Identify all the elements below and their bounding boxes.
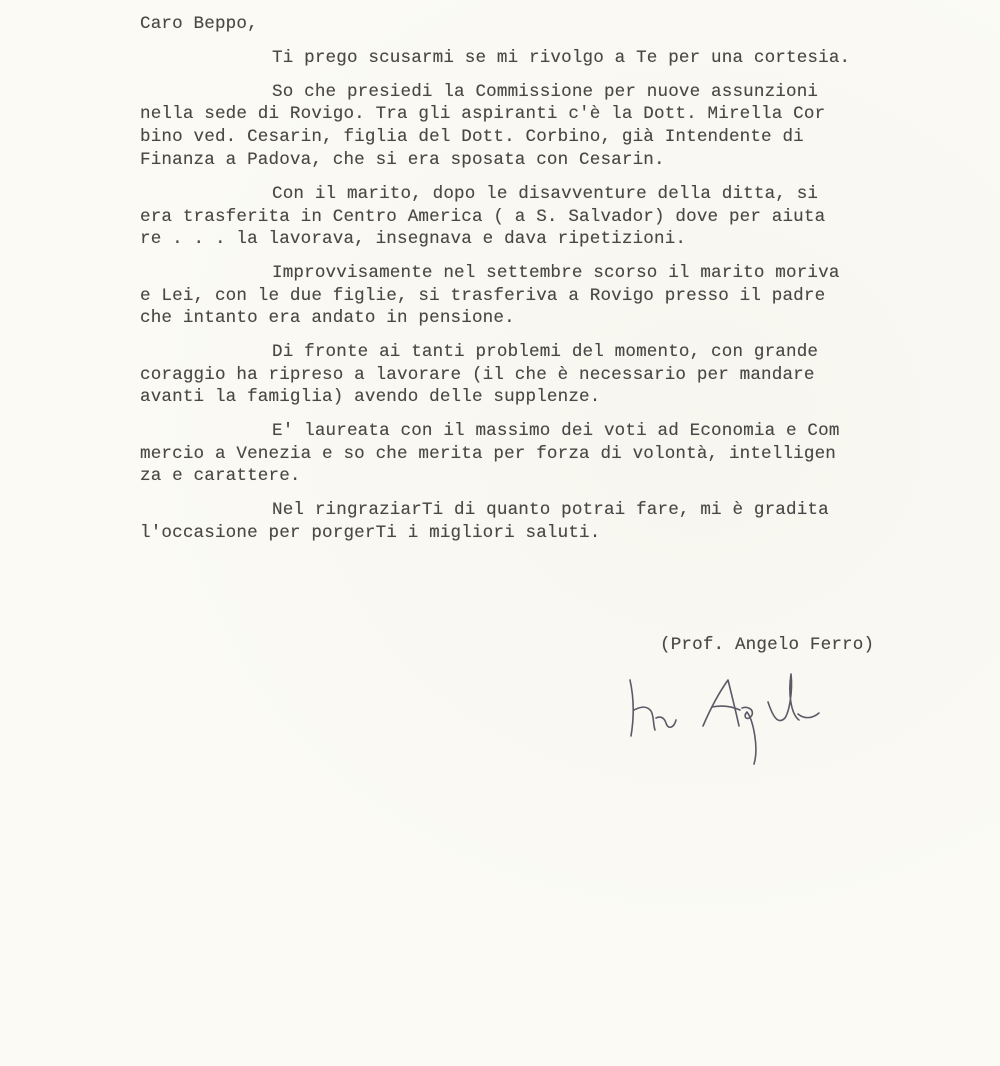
letter-line: Nel ringraziarTi di quanto potrai fare, mi è gradita: [272, 500, 829, 520]
signature-stroke: [703, 680, 739, 726]
letter-line: era trasferita in Centro America ( a S. Salvador) dove per aiuta: [140, 207, 826, 227]
handwritten-signature: [620, 662, 850, 782]
letter-line: Finanza a Padova, che si era sposata con Cesarin.: [140, 150, 665, 170]
letter-line: avanti la famiglia) avendo delle supplenze.: [140, 387, 601, 407]
signature-stroke: [630, 680, 633, 736]
letter-line: bino ved. Cesarin, figlia del Dott. Corbino, già Intendente di: [140, 127, 804, 147]
signature-stroke: [742, 707, 756, 764]
letter-line: Improvvisamente nel settembre scorso il marito moriva: [272, 263, 840, 283]
letter-line: coraggio ha ripreso a lavorare (il che è necessario per mandare: [140, 365, 815, 385]
signature-stroke: [798, 713, 819, 718]
letter-line: So che presiedi la Commissione per nuove assunzioni: [272, 82, 819, 102]
letter-line: Di fronte ai tanti problemi del momento, con grande: [272, 342, 819, 362]
letter-line: za e carattere.: [140, 466, 301, 486]
signature-stroke: [768, 674, 799, 721]
salutation: Caro Beppo,: [140, 14, 258, 34]
letter-line: mercio a Venezia e so che merita per forza di volontà, intelligen: [140, 444, 837, 464]
letter-line: re . . . la lavorava, insegnava e dava ripetizioni.: [140, 229, 687, 249]
letter-line: che intanto era andato in pensione.: [140, 308, 515, 328]
letter-line: e Lei, con le due figlie, si trasferiva a Rovigo presso il padre: [140, 286, 826, 306]
letter-line: Ti prego scusarmi se mi rivolgo a Te per una cortesia.: [272, 48, 851, 68]
letter-line: l'occasione per porgerTi i migliori saluti.: [140, 523, 601, 543]
signature-stroke: [656, 717, 676, 727]
letter-line: nella sede di Rovigo. Tra gli aspiranti c'è la Dott. Mirella Cor: [140, 104, 826, 124]
letter-line: Con il marito, dopo le disavventure della ditta, si: [272, 184, 819, 204]
signature-stroke: [634, 707, 655, 730]
closing-name: (Prof. Angelo Ferro): [660, 635, 875, 655]
letter-line: E' laureata con il massimo dei voti ad Economia e Com: [272, 421, 840, 441]
